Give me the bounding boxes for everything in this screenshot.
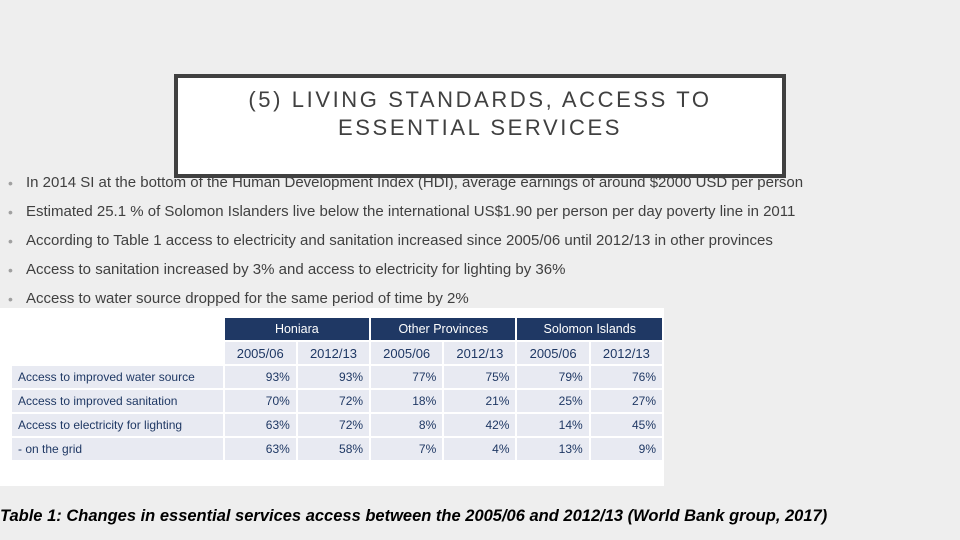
group-header-other-provinces: Other Provinces [371, 318, 515, 340]
table-cell: 27% [591, 390, 662, 412]
year-header: 2012/13 [444, 342, 515, 364]
bullet-dot-icon: • [8, 291, 13, 307]
bullet-dot-icon: • [8, 175, 13, 191]
table-cell: 42% [444, 414, 515, 436]
slide-title-line-2: ESSENTIAL SERVICES [338, 115, 622, 140]
table-cell: 75% [444, 366, 515, 388]
group-header-solomon-islands: Solomon Islands [517, 318, 662, 340]
table-image [0, 308, 664, 486]
table-row [12, 438, 662, 460]
table-cell: 72% [298, 414, 369, 436]
blank-cell [12, 342, 223, 364]
row-label: Access to improved sanitation [12, 390, 223, 412]
table-row [12, 414, 662, 436]
table-cell: 45% [591, 414, 662, 436]
table-cell: 76% [591, 366, 662, 388]
bullet-dot-icon: • [8, 204, 13, 220]
table-cell: 70% [225, 390, 296, 412]
table-cell: 58% [298, 438, 369, 460]
table-cell: 79% [517, 366, 588, 388]
bullet-item [8, 260, 953, 289]
year-header: 2012/13 [298, 342, 369, 364]
table-cell: 7% [371, 438, 442, 460]
group-header-row [12, 318, 662, 340]
table-row [12, 390, 662, 412]
table-cell: 72% [298, 390, 369, 412]
bullet-text: In 2014 SI at the bottom of the Human Development Index (HDI), average earnings of around $2000 USD per person [26, 174, 804, 191]
table-cell: 13% [517, 438, 588, 460]
slide-title-line-1: (5) LIVING STANDARDS, ACCESS TO [248, 87, 712, 112]
table-cell: 25% [517, 390, 588, 412]
bullet-item [8, 173, 953, 202]
services-table [10, 316, 664, 462]
table-cell: 93% [225, 366, 296, 388]
year-header: 2005/06 [517, 342, 588, 364]
table-cell: 9% [591, 438, 662, 460]
table-cell: 63% [225, 438, 296, 460]
bullet-dot-icon: • [8, 233, 13, 249]
bullet-text: Access to water source dropped for the same period of time by 2% [26, 290, 469, 307]
bullet-text: Access to sanitation increased by 3% and access to electricity for lighting by 36% [26, 261, 566, 278]
table-cell: 4% [444, 438, 515, 460]
year-header: 2005/06 [225, 342, 296, 364]
bullet-dot-icon: • [8, 262, 13, 278]
year-header: 2005/06 [371, 342, 442, 364]
table-cell: 63% [225, 414, 296, 436]
bullet-item [8, 231, 953, 260]
row-label: Access to improved water source [12, 366, 223, 388]
year-header: 2012/13 [591, 342, 662, 364]
table-caption: Table 1: Changes in essential services access between the 2005/06 and 2012/13 (World Bank group, 2017) [0, 507, 828, 525]
row-label: Access to electricity for lighting [12, 414, 223, 436]
table-cell: 77% [371, 366, 442, 388]
table-cell: 8% [371, 414, 442, 436]
table-cell: 18% [371, 390, 442, 412]
bullet-text: Estimated 25.1 % of Solomon Islanders live below the international US$1.90 per person per day poverty line in 2011 [26, 203, 796, 220]
table-cell: 21% [444, 390, 515, 412]
bullet-text: According to Table 1 access to electricity and sanitation increased since 2005/06 until 2012/13 in other provinces [26, 232, 773, 249]
table-cell: 14% [517, 414, 588, 436]
bullet-item [8, 202, 953, 231]
table-cell: 93% [298, 366, 369, 388]
table-row [12, 366, 662, 388]
row-label: - on the grid [12, 438, 223, 460]
slide-title [174, 74, 786, 178]
group-header-honiara: Honiara [225, 318, 369, 340]
bullet-list [8, 173, 953, 318]
blank-cell [12, 318, 223, 340]
year-header-row [12, 342, 662, 364]
